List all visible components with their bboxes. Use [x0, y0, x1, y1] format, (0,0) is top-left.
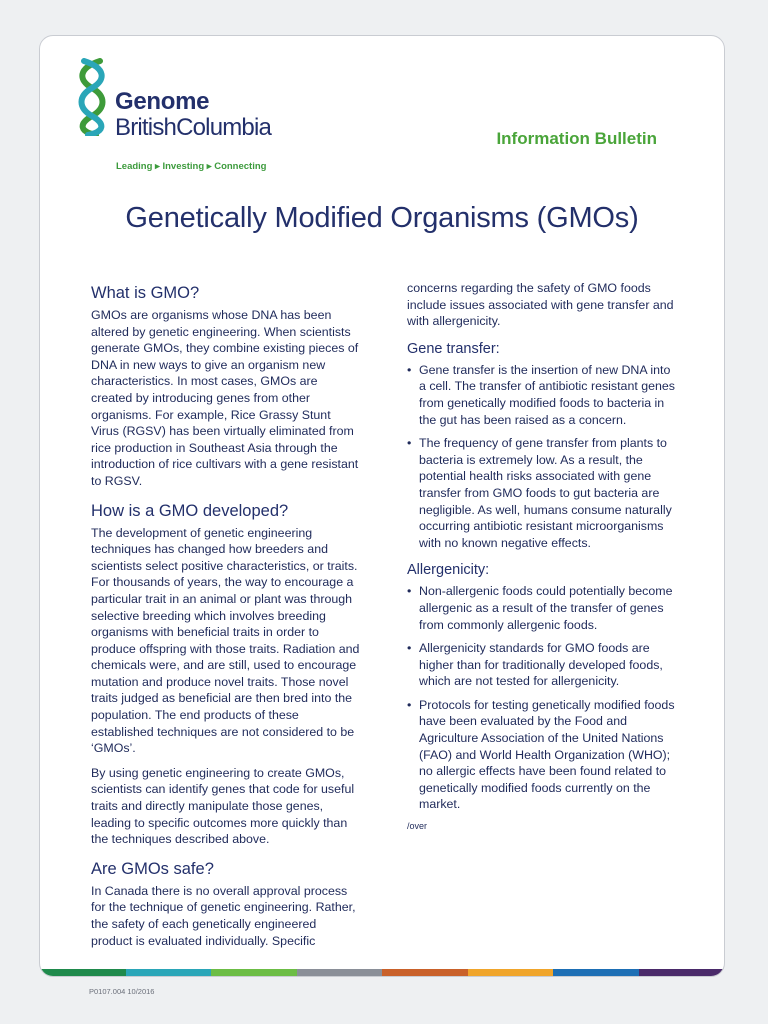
stripe-segment — [382, 969, 468, 976]
bulletin-page — [39, 35, 725, 977]
stripe-segment — [468, 969, 554, 976]
list-item — [407, 583, 677, 633]
section-how-developed — [91, 500, 361, 848]
logo-name-british-columbia: BritishColumbia — [115, 114, 272, 141]
heading-how-developed: How is a GMO developed? — [91, 501, 289, 520]
right-column — [407, 280, 677, 831]
bullet-marker: • — [407, 362, 412, 377]
list-item-text: Gene transfer is the insertion of new DNA into a cell. The transfer of antibiotic resistant genes from genetically modified foods to bacteria in the gut has been raised as a concern. — [419, 362, 675, 427]
stripe-segment — [297, 969, 383, 976]
paragraph: In Canada there is no overall approval process for the technique of genetic engineering. Rather, the safety of each genetically engineered product is evaluated individually. Specific — [91, 883, 356, 948]
bullet-list-gene-transfer — [407, 362, 677, 552]
page-title: Genetically Modified Organisms (GMOs) — [125, 202, 639, 234]
color-stripe — [40, 969, 724, 976]
section-what-is-gmo — [91, 282, 361, 490]
list-item-text: The frequency of gene transfer from plants to bacteria is extremely low. As a result, the potential health risks associated with gene transfer from GMO foods to gut bacteria are negligible. As well, humans consume naturally occurring antibiotic resistant microorganisms with no known negative effects. — [419, 436, 672, 550]
bullet-list-allergenicity — [407, 583, 677, 813]
logo-tagline: Leading ▸ Investing ▸ Connecting — [116, 161, 267, 172]
stripe-segment — [126, 969, 212, 976]
paragraph: GMOs are organisms whose DNA has been altered by genetic engineering. When scientists generate GMOs, they combine existing pieces of DNA in new ways to give an organism new characteristics. In most cases, GMOs are created by introducing genes from other organisms. For example, Rice Grassy Stunt Virus (RGSV) has been virtually eliminated from rice production in Southeast Asia through the introduction of rice cultivars with a gene resistant to RGSV. — [91, 308, 359, 488]
over-marker: /over — [407, 821, 428, 832]
list-item-text: Protocols for testing genetically modified foods have been evaluated by the Food and Agriculture Association of the United Nations (FAO) and World Health Organization (WHO); no allergic effects have been found related to genetically modified foods currently on the market. — [419, 697, 675, 812]
stripe-segment — [40, 969, 126, 976]
document-code: P0107.004 10/2016 — [89, 987, 155, 996]
bullet-marker: • — [407, 641, 412, 656]
bullet-marker: • — [407, 584, 412, 599]
list-item-text: Allergenicity standards for GMO foods are higher than for traditionally developed foods, which are not tested for allergenicity. — [419, 641, 663, 689]
bullet-marker: • — [407, 697, 412, 712]
heading-allergenicity: Allergenicity: — [407, 562, 490, 579]
logo-name-genome: Genome — [115, 88, 210, 115]
paragraph: The development of genetic engineering techniques has changed how breeders and scientists select positive characteristics, or traits. For thousands of years, the way to encourage a particular trait in an animal or plant was through selective breeding which involves breeding organisms with beneficial traits in order to produce offspring with those traits. Radiation and chemicals were, and are still, used to encourage mutation and produce novel traits. Those novel traits judged as beneficial are then bred into the population. The end products of these established techniques are not considered to be ‘GMOs’. — [91, 525, 360, 756]
list-item — [407, 697, 677, 813]
list-item — [407, 435, 677, 551]
list-item — [407, 640, 677, 690]
list-item — [407, 362, 677, 428]
stripe-segment — [211, 969, 297, 976]
paragraph: concerns regarding the safety of GMO foods include issues associated with gene transfer and with allergenicity. — [407, 281, 674, 329]
information-bulletin-label: Information Bulletin — [496, 129, 657, 148]
heading-what-is-gmo: What is GMO? — [91, 284, 200, 302]
stripe-segment — [553, 969, 639, 976]
stripe-segment — [639, 969, 725, 976]
dna-helix-icon — [70, 58, 114, 136]
section-are-gmos-safe — [91, 858, 361, 949]
list-item-text: Non-allergenic foods could potentially become allergenic as a result of the transfer of genes from commonly allergenic foods. — [419, 584, 673, 632]
left-column — [91, 282, 361, 959]
heading-gene-transfer: Gene transfer: — [407, 340, 500, 357]
genome-bc-logo — [70, 58, 310, 172]
heading-are-gmos-safe: Are GMOs safe? — [91, 859, 214, 878]
paragraph: By using genetic engineering to create GMOs, scientists can identify genes that code for useful traits and directly manipulate those genes, leading to specific outcomes more quickly than the techniques described above. — [91, 765, 355, 847]
bullet-marker: • — [407, 436, 412, 451]
